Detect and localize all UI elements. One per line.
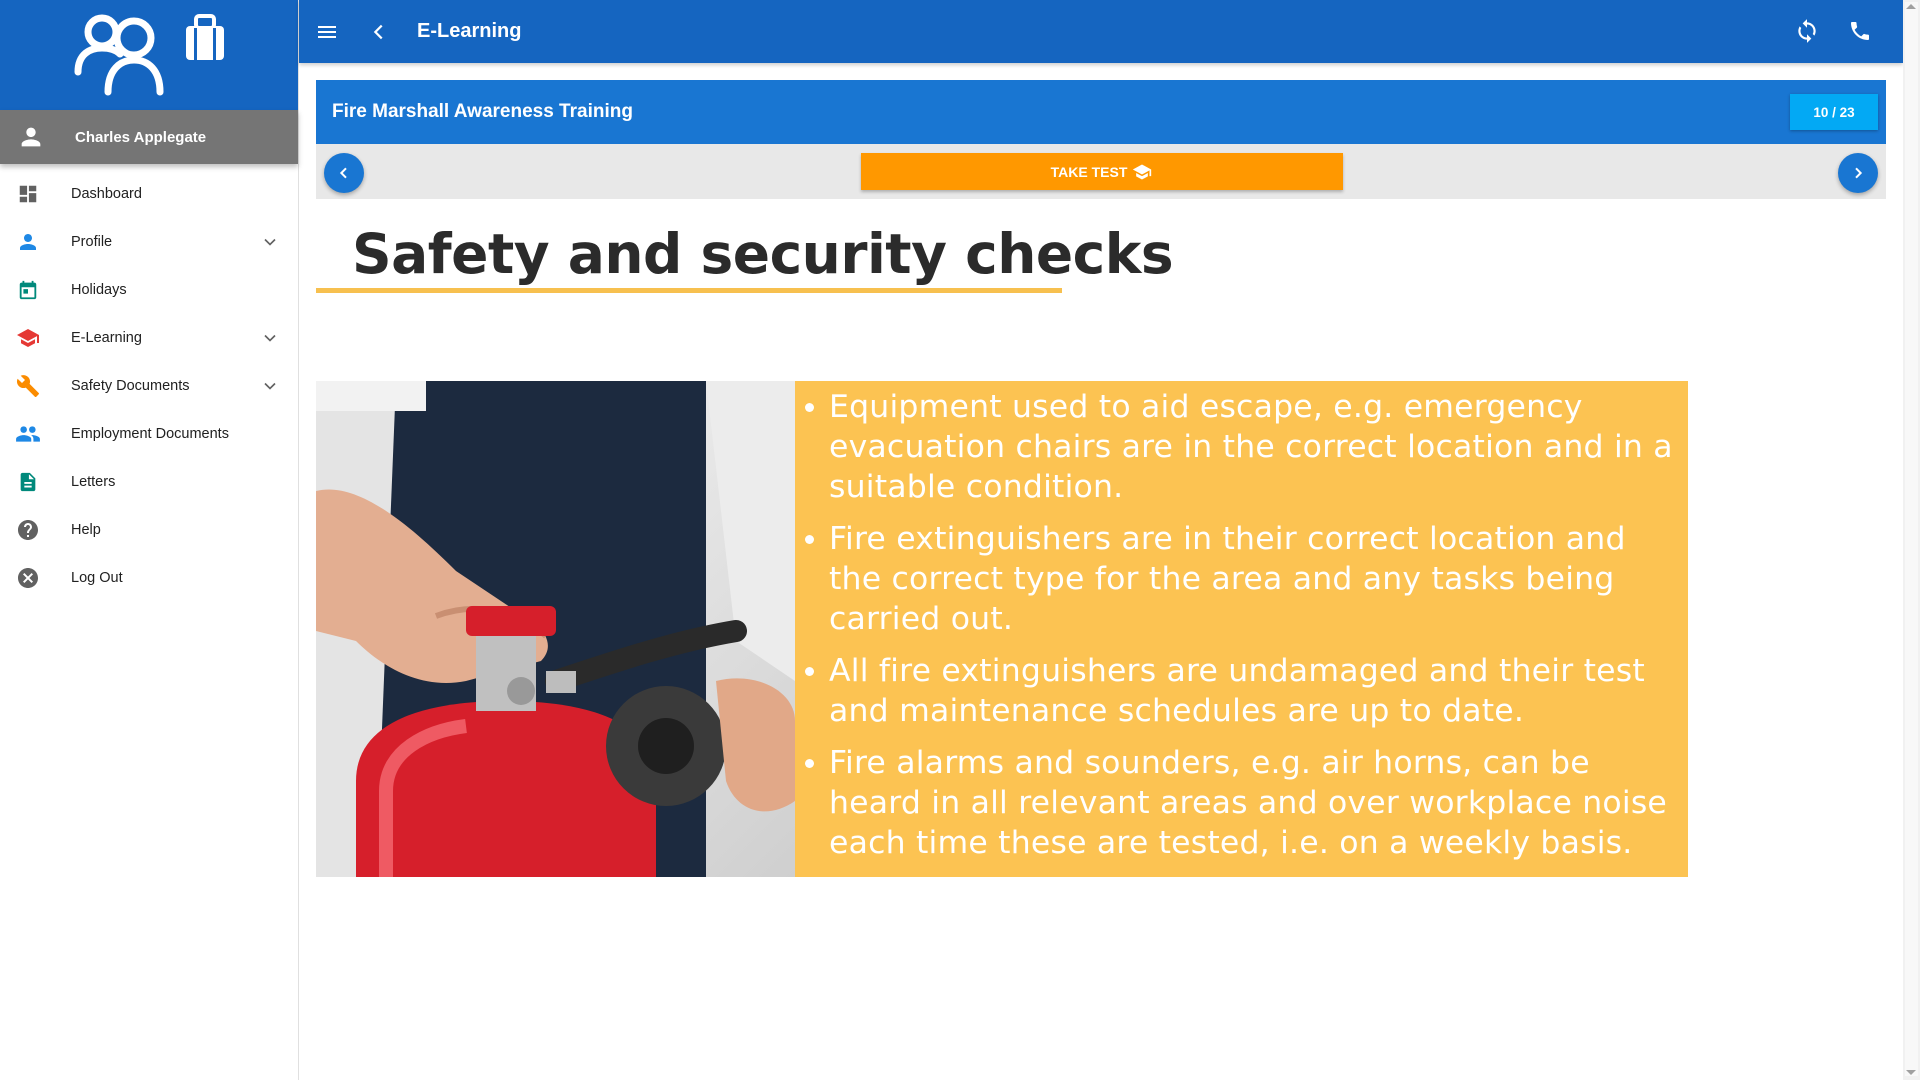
sidebar-item-label: Letters	[71, 474, 116, 490]
sync-icon	[1794, 18, 1820, 44]
user-name: Charles Applegate	[75, 128, 207, 146]
person-icon	[17, 123, 45, 151]
person-icon	[16, 230, 40, 254]
wrench-icon	[16, 374, 40, 398]
dashboard-icon	[17, 183, 39, 205]
chevron-left-icon	[336, 165, 352, 181]
sidebar-item-employment-documents[interactable]	[0, 410, 298, 458]
sidebar-item-label: E-Learning	[71, 330, 142, 346]
hamburger-menu-icon	[315, 20, 339, 44]
fire-extinguisher-photo	[316, 381, 795, 877]
sidebar-item-label: Safety Documents	[71, 378, 190, 394]
page-title: E-Learning	[417, 20, 522, 42]
document-icon	[17, 470, 39, 494]
previous-slide-button[interactable]	[324, 153, 364, 193]
chevron-right-icon	[1850, 165, 1866, 181]
sidebar-item-profile[interactable]	[0, 218, 298, 266]
scroll-down-arrow-icon[interactable]	[1906, 1070, 1916, 1075]
app-logo	[0, 0, 298, 110]
phone-button[interactable]	[1846, 17, 1874, 45]
chevron-left-icon	[368, 21, 390, 43]
back-button[interactable]	[365, 18, 393, 46]
fire-extinguisher-image	[316, 381, 795, 877]
bullet-list	[829, 387, 1678, 863]
sidebar-item-label: Employment Documents	[71, 426, 229, 442]
sidebar-item-log-out[interactable]	[0, 554, 298, 602]
bullet-item: All fire extinguishers are undamaged and their test and maintenance schedules are up to date.	[829, 651, 1678, 731]
bullet-item: Fire extinguishers are in their correct location and the correct type for the area and any tasks being carried out.	[829, 519, 1678, 639]
people-icon	[15, 421, 41, 447]
sidebar-item-help[interactable]	[0, 506, 298, 554]
graduation-cap-icon	[1131, 162, 1153, 182]
bullet-item: Fire alarms and sounders, e.g. air horns, can be heard in all relevant areas and over workplace noise each time these are tested, i.e. on a weekly basis.	[829, 743, 1678, 863]
chevron-down-icon[interactable]	[260, 376, 280, 396]
people-briefcase-logo-icon	[72, 10, 232, 98]
sidebar	[0, 0, 299, 1080]
phone-icon	[1848, 19, 1872, 43]
take-test-label: TAKE TEST	[1050, 163, 1128, 180]
bullet-item: Equipment used to aid escape, e.g. emergency evacuation chairs are in the correct location and in a suitable condition.	[829, 387, 1678, 507]
next-slide-button[interactable]	[1838, 153, 1878, 193]
sidebar-item-safety-documents[interactable]	[0, 362, 298, 410]
heading-underline	[316, 288, 1062, 293]
sidebar-item-letters[interactable]	[0, 458, 298, 506]
sidebar-item-dashboard[interactable]	[0, 170, 298, 218]
sidebar-item-label: Holidays	[71, 282, 127, 298]
help-icon	[16, 518, 40, 542]
sidebar-nav	[0, 164, 298, 602]
scroll-up-arrow-icon[interactable]	[1906, 4, 1916, 9]
user-bar[interactable]	[0, 110, 298, 164]
sidebar-item-label: Dashboard	[71, 186, 142, 202]
calendar-icon	[17, 279, 39, 301]
course-header	[316, 80, 1886, 144]
slide-navigation-bar	[316, 144, 1886, 199]
top-app-bar	[299, 0, 1903, 63]
slide-bullets-panel	[795, 381, 1688, 877]
sidebar-item-e-learning[interactable]	[0, 314, 298, 362]
sidebar-item-label: Log Out	[71, 570, 123, 586]
page-counter-badge: 10 / 23	[1790, 94, 1878, 130]
close-circle-icon	[16, 566, 40, 590]
sidebar-item-label: Help	[71, 522, 101, 538]
chevron-down-icon[interactable]	[260, 232, 280, 252]
graduation-cap-icon	[16, 326, 40, 350]
menu-button[interactable]	[313, 18, 341, 46]
refresh-button[interactable]	[1793, 17, 1821, 45]
chevron-down-icon[interactable]	[260, 328, 280, 348]
course-title: Fire Marshall Awareness Training	[332, 101, 633, 122]
sidebar-item-label: Profile	[71, 234, 113, 250]
slide-heading: Safety and security checks	[352, 222, 1174, 286]
scrollbar-thumb[interactable]	[1905, 2, 1918, 1076]
take-test-button[interactable]	[861, 153, 1343, 190]
sidebar-item-holidays[interactable]	[0, 266, 298, 314]
